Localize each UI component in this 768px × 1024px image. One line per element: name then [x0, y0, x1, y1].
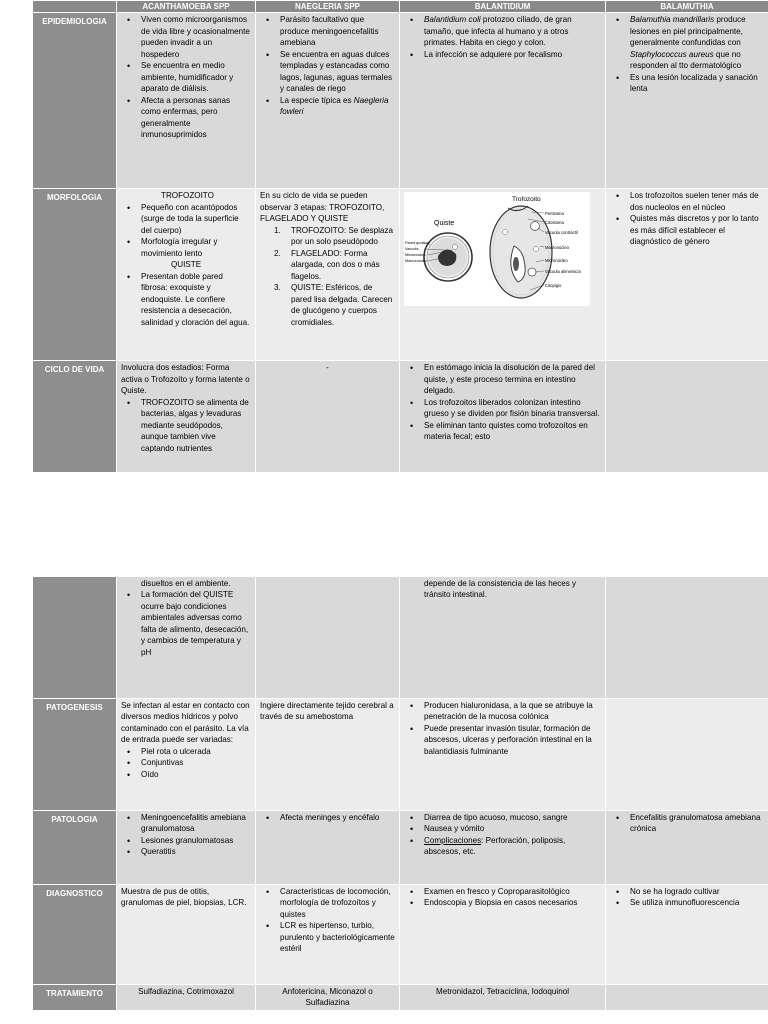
row-patogenesis [33, 699, 768, 811]
label-right: Vacuola alimenticia [545, 269, 581, 275]
list-item: • Pequeño con acantópodos (surge de toda la superficie del cuerpo) [121, 202, 251, 236]
list-item: • La formación del QUISTE ocurre bajo condiciones ambientales adversas como falta de alimento, desecación, y cambios de temperatura y pH [121, 589, 251, 658]
cell-diag-acanth: Muestra de pus de otitis, granulomas de piel, biopsias, LCR. [117, 885, 256, 985]
text: QUISTE: Esféricos, de pared lisa delgada. Carecen de glucógeno y cuerpos cromidiales. [291, 283, 393, 327]
cell-ciclo2-naeg [256, 577, 400, 699]
list-item: • Características de locomoción, morfología de trofozoítos y quistes [260, 886, 395, 920]
cell-trat-balam [606, 985, 768, 1011]
species-name: Balantidium coli [424, 15, 481, 25]
text: depende de la consistencia de las heces y tránsito intestinal. [424, 579, 577, 600]
cell-trat-bal: Metronidazol, Tetraciclina, Iodoquinol [400, 985, 606, 1011]
row-label-tratamiento: TRATAMIENTO [33, 985, 117, 1011]
list-item: • Presentan doble pared fibrosa: exoquiste y endoquiste. Le confiere resistencia a desecación, salinidad y cloración del agua. [121, 271, 251, 328]
cell-morf-bal [400, 189, 606, 361]
list-item: • TROFOZOITO se alimenta de bacterias, algas y levaduras mediante seudópodos, aunque tambien vive captando nutrientes [121, 397, 251, 454]
list-item: • En estómago inicia la disolución de la pared del quiste, y este proceso termina en intestino delgado. [404, 362, 601, 396]
list-item: • Se eliminan tanto quistes como trofozoítos en materia fecal; esto [404, 420, 601, 443]
list-item: • Lesiones granulomatosas [121, 835, 251, 846]
text: Involucra dos estadios: Forma activa o Trofozoíto y forma latente o Quiste. [121, 363, 250, 396]
list-item [260, 225, 395, 248]
header-naegleria: NAEGLERIA SPP [256, 1, 400, 13]
header-acanthamoeba: ACANTHAMOEBA SPP [117, 1, 256, 13]
cell-trat-naeg: Anfotericina, Miconazol o Sulfadiazina [256, 985, 400, 1011]
text: Se infectan al estar en contacto con diversos medios hídricos y polvo contaminado con el parásito. La vía de entrada puede ser variadas: [121, 701, 250, 745]
text: FLAGELADO: Forma alargada, con dos o más flagelos. [291, 248, 380, 281]
label-quiste: Quiste [434, 220, 455, 228]
list-item: • Se encuentra en medio ambiente, humidificador y aparato de diálisis. [121, 60, 251, 94]
cell-pato-naeg: Ingiere directamente tejido cerebral a través de su amebostoma [256, 699, 400, 811]
header-balamuthia: BALAMUTHIA [606, 1, 768, 13]
text: produce lesiones en piel principalmente, generalmente confundidas con [630, 15, 746, 48]
list-item: • Oído [121, 769, 251, 780]
list-item: • No se ha logrado cultivar [610, 886, 764, 897]
text: que no responden al tto dermatológico [630, 49, 742, 71]
label-right: Micronúcleo [545, 258, 568, 264]
cell-trat-acanth: Sulfadiazina, Cotrimoxazol [117, 985, 256, 1011]
cell-diag-bal [400, 885, 606, 985]
list-number: 1. [274, 225, 281, 235]
list-item: • Los trofozoitos liberados colonizan intestino grueso y se dividen por fisión binaria transversal. [404, 397, 601, 420]
list-item: • Quistes más discretos y por lo tanto es más difícil establecer el diagnóstico de género [610, 213, 764, 247]
label-left: Macronúcleo [405, 259, 427, 264]
cell-patol-bal [400, 811, 606, 885]
cell-ciclo2-bal [400, 577, 606, 699]
cell-epi-acanth [117, 13, 256, 189]
text: protozoo ciliado, de gran tamaño, que infecta al humano y a otros primates. Habita en ciego y colon. [424, 15, 572, 48]
row-morfologia [33, 189, 768, 361]
label-right: Vacuola contráctil [545, 230, 578, 236]
row-ciclo-de-vida [33, 361, 768, 473]
cell-ciclo-balam [606, 361, 768, 473]
row-epidemiologia [33, 13, 768, 189]
row-tratamiento [33, 985, 768, 1011]
species-name: Naegleria fowleri [280, 95, 389, 117]
label-left: Pared quística [405, 241, 430, 246]
list-item: • Se utiliza inmunofluorescencia [610, 897, 764, 908]
list-item: • Morfología irregular y movimiento lento [121, 236, 251, 259]
header-row [33, 1, 768, 13]
cell-morf-naeg [256, 189, 400, 361]
text: La especie típica es [280, 95, 352, 105]
list-number: 2. [274, 248, 281, 258]
label-left: Vacuola [405, 247, 419, 252]
text: disueltos en el ambiente. [141, 579, 231, 588]
list-item: • Diarrea de tipo acuoso, mucoso, sangre [404, 812, 601, 823]
cell-ciclo-naeg: - [256, 361, 400, 473]
list-item: • Nausea y vómito [404, 823, 601, 834]
list-item: • Los trofozoítos suelen tener más de dos nucleolos en el núcleo [610, 190, 764, 213]
label-right: Peristoma [545, 211, 564, 217]
label-trofozoito: Trofozoito [512, 196, 541, 204]
cell-pato-balam [606, 699, 768, 811]
subheading-quiste: QUISTE [171, 260, 202, 270]
header-empty [33, 1, 117, 13]
table-top [32, 0, 768, 473]
list-item: • Examen en fresco y Coproparasitológico [404, 886, 601, 897]
list-item: • Piel rota o ulcerada [121, 746, 251, 757]
text: TROFOZOITO: Se desplaza por un solo pseudópodo [291, 225, 393, 247]
cell-patol-balam [606, 811, 768, 885]
row-label-ciclo: CICLO DE VIDA [33, 361, 117, 473]
balantidium-diagram [404, 192, 590, 306]
cell-diag-balam [606, 885, 768, 985]
label-right: Macronúcleo [545, 245, 569, 251]
list-item: • Afecta a personas sanas como enfermas, pero generalmente inmunosuprimidos [121, 95, 251, 141]
table-bottom [32, 576, 768, 1011]
list-item [260, 282, 395, 328]
list-item: • Queratitis [121, 846, 251, 857]
list-item: • Puede presentar invasión tisular, formación de abscesos, ulceras y perforación intestinal en la balantidiasis fulminante [404, 723, 601, 757]
list-item: • Parásito facultativo que produce meningoencefalitis amebiana [260, 14, 395, 48]
row-label-morfologia: MORFOLOGIA [33, 189, 117, 361]
list-item: • LCR es hipertenso, turbio, purulento y bacteriológicamente estéril [260, 920, 395, 954]
species-name: Staphylococcus aureus [630, 49, 714, 59]
naeg-intro: En su ciclo de vida se pueden observar 3 etapas: TROFOZOITO, FLAGELADO Y QUISTE [260, 191, 385, 224]
list-item: • Se encuentra en aguas dulces templadas y estancadas como lagos, lagunas, aguas termales y canales de riego [260, 49, 395, 95]
row-patologia [33, 811, 768, 885]
label-right: Citostoma [545, 220, 564, 226]
label-right: Citopigio [545, 283, 562, 289]
cell-pato-bal [400, 699, 606, 811]
row-label-diagnostico: DIAGNOSTICO [33, 885, 117, 985]
subheading-trofozoito: TROFOZOITO [161, 191, 214, 201]
row-label-empty [33, 577, 117, 699]
cell-epi-balam [606, 13, 768, 189]
row-ciclo-continuation [33, 577, 768, 699]
cell-morf-acanth [117, 189, 256, 361]
species-name: Balamuthia mandrillaris [630, 15, 715, 25]
list-item: • Es una lesión localizada y sanación lenta [610, 72, 764, 95]
cell-morf-balam [606, 189, 768, 361]
list-item: • La infección se adquiere por fecalismo [404, 49, 601, 60]
list-item [610, 14, 764, 71]
list-item: • Afecta meninges y encéfalo [260, 812, 395, 823]
header-balantidium: BALANTIDIUM [400, 1, 606, 13]
cell-diag-naeg [256, 885, 400, 985]
list-item: • Producen hialuronidasa, a la que se atribuye la penetración de la mucosa colónica [404, 700, 601, 723]
row-label-patogenesis: PATOGENESIS [33, 699, 117, 811]
label-left: Micronúcleo [405, 253, 426, 258]
list-item [260, 248, 395, 282]
cell-patol-naeg [256, 811, 400, 885]
list-item: • Meningoencefalitis amebiana granulomatosa [121, 812, 251, 835]
list-item [260, 95, 395, 118]
cell-pato-acanth [117, 699, 256, 811]
cell-epi-naeg [256, 13, 400, 189]
text: : Perforación, poliposis, abscesos, etc. [424, 835, 566, 857]
cell-ciclo2-acanth [117, 577, 256, 699]
cell-epi-bal [400, 13, 606, 189]
list-item: • Endoscopia y Biopsia en casos necesarios [404, 897, 601, 908]
list-item: • Viven como microorganismos de vida libre y ocasionalmente pueden invadir a un hospedero [121, 14, 251, 60]
cell-ciclo2-balam [606, 577, 768, 699]
cell-ciclo-bal [400, 361, 606, 473]
list-item: • Encefalitis granulomatosa amebiana crónica [610, 812, 764, 835]
row-label-epidemiologia: EPIDEMIOLOGIA [33, 13, 117, 189]
list-item [404, 14, 601, 48]
list-item: • Conjuntivas [121, 757, 251, 768]
cell-ciclo-acanth [117, 361, 256, 473]
list-item [404, 835, 601, 858]
cell-patol-acanth [117, 811, 256, 885]
list-number: 3. [274, 283, 281, 293]
underlined-term: Complicaciones [424, 835, 482, 845]
row-label-patologia: PATOLOGIA [33, 811, 117, 885]
row-diagnostico [33, 885, 768, 985]
